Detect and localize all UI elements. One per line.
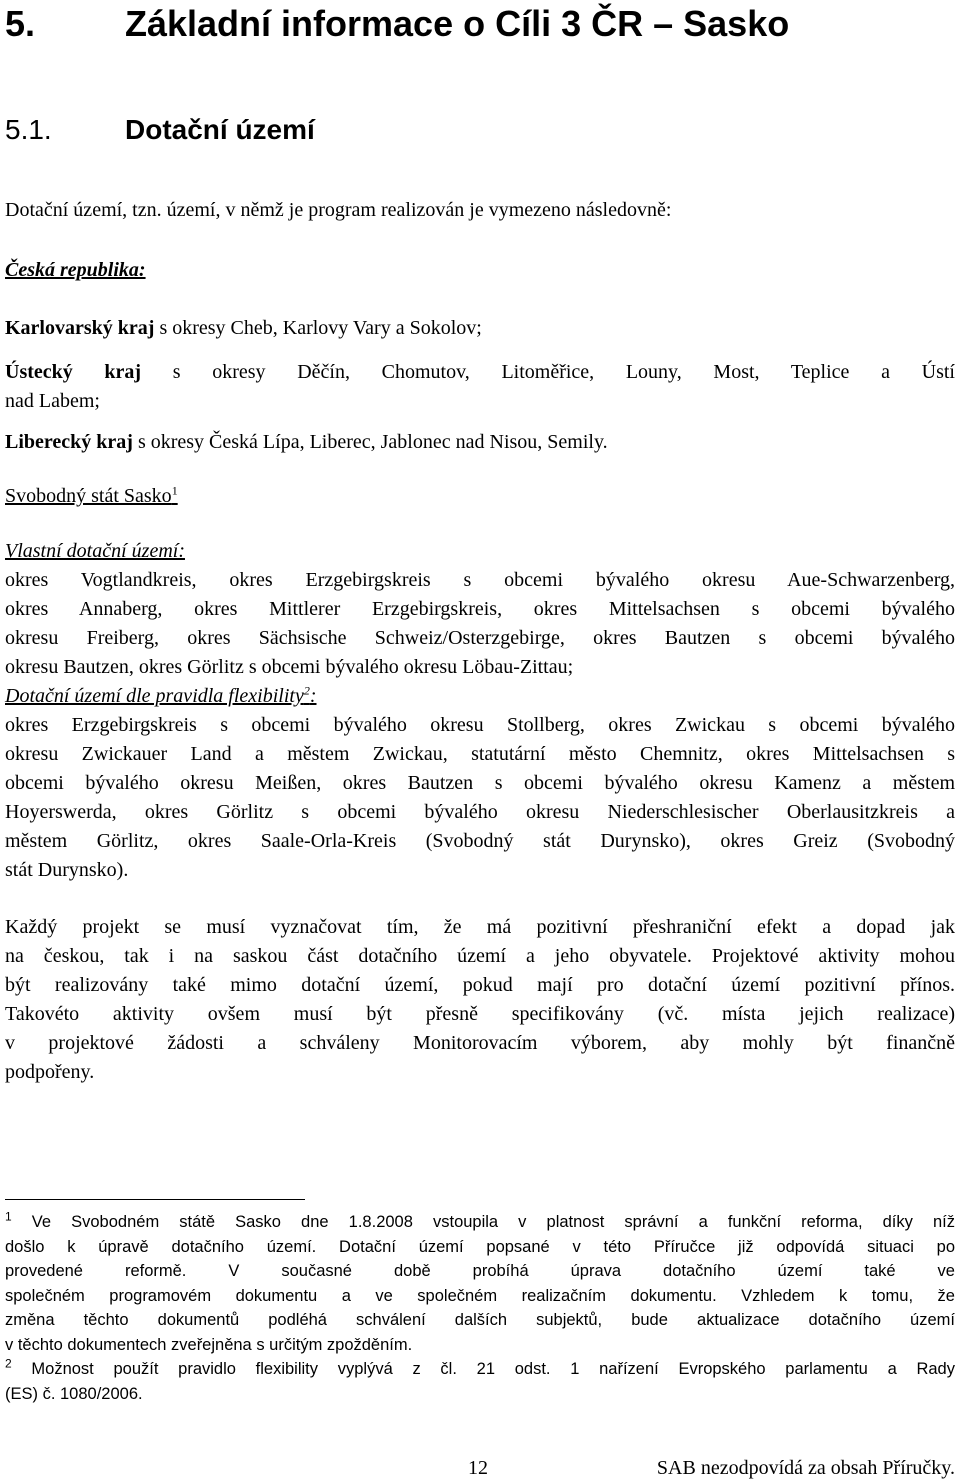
region-districts: s okresy Děčín, Chomutov, Litoměřice, Louny, Most, Teplice a Ústí (141, 361, 955, 383)
flex-territory-label-text: Dotační území dle pravidla flexibility (5, 685, 304, 707)
footnote-line (5, 1210, 955, 1235)
flex-territory-line: stát Durynsko). (5, 859, 129, 881)
document-page (5, 0, 955, 1480)
flex-territory-line: okresu Zwickauer Land a městem Zwickau, statutární město Chemnitz, okres Mittelsachsen s (5, 743, 955, 765)
flex-territory-line: obcemi bývalého okresu Meißen, okres Bautzen s obcemi bývalého okresu Kamenz a městem (5, 772, 955, 794)
flex-territory-label-link (5, 685, 317, 707)
flex-territory-line: okres Erzgebirgskreis s obcemi bývalého okresu Stollberg, okres Zwickau s obcemi bývalého (5, 714, 955, 736)
region-ustecky-cont: nad Labem; (5, 390, 100, 412)
own-territory-line: okres Vogtlandkreis, okres Erzgebirgskreis s obcemi bývalého okresu Aue-Schwarzenberg, (5, 569, 955, 591)
cz-heading-text: Česká republika: (5, 259, 146, 281)
footnote-ref-2[interactable]: 2 (303, 683, 310, 698)
footer-disclaimer: SAB nezodpovídá za obsah Příručky. (656, 1457, 955, 1479)
heading-number: 5. (5, 3, 36, 44)
footnote-line: v těchto dokumentech zveřejněna s určitým zpožděním. (5, 1336, 413, 1354)
footnote-line: společném programovém dokumentu a ve společném realizačním dokumentu. Vzhledem k tomu, že (5, 1287, 955, 1305)
footnote-mark: 1 (5, 1209, 12, 1224)
intro-paragraph: Dotační území, tzn. území, v němž je program realizován je vymezeno následovně: (5, 199, 672, 221)
cz-heading (5, 256, 955, 285)
own-territory-line: okres Annaberg, okres Mittlerer Erzgebirgskreis, okres Mittelsachsen s obcemi bývalého (5, 598, 955, 620)
footnote-separator (5, 1199, 305, 1200)
footnote-text: Možnost použít pravidlo flexibility vyplývá z čl. 21 odst. 1 nařízení Evropského parlamentu a Rady (11, 1360, 955, 1378)
project-line: být realizovány také mimo dotační území, pokud mají pro dotační území pozitivní přínos. (5, 974, 955, 996)
own-territory-line: okresu Freiberg, okres Sächsische Schweiz/Osterzgebirge, okres Bautzen s obcemi bývalého (5, 627, 955, 649)
project-line: Takovéto aktivity ovšem musí být přesně specifikovány (vč. místa jejich realizace) (5, 1003, 955, 1025)
footnote-line: došlo k úpravě dotačního území. Dotační území popsané v této Příručce již odpovídá situaci po (5, 1238, 955, 1256)
region-ustecky (5, 358, 955, 387)
footnote-line: provedené reformě. V současné době probíhá úprava dotačního území také ve (5, 1262, 955, 1280)
heading-level-2 (5, 112, 315, 148)
saxony-heading (5, 482, 955, 511)
region-districts: s okresy Cheb, Karlovy Vary a Sokolov; (154, 317, 482, 339)
region-karlovarsky (5, 314, 955, 343)
footnote-line: změna těchto dokumentů podléhá schválení dalších subjektů, bude aktualizace dotačního území (5, 1311, 955, 1329)
region-districts: s okresy Česká Lípa, Liberec, Jablonec nad Nisou, Semily. (132, 431, 608, 453)
region-name: Karlovarský kraj (5, 317, 155, 339)
flex-territory-line: Hoyerswerda, okres Görlitz s obcemi bývalého okresu Niederschlesischer Oberlausitzkreis a (5, 801, 955, 823)
heading-level-1 (5, 2, 789, 46)
own-territory-line: okresu Bautzen, okres Görlitz s obcemi bývalého okresu Löbau-Zittau; (5, 656, 574, 678)
footnote-line: (ES) č. 1080/2006. (5, 1385, 143, 1403)
region-name: Ústecký kraj (5, 361, 142, 383)
project-line: na českou, tak i na saskou část dotačního území a jeho obyvatele. Projektové aktivity mohou (5, 945, 955, 967)
own-territory-label (5, 537, 955, 566)
flex-territory-line: městem Görlitz, okres Saale-Orla-Kreis (Svobodný stát Durynsko), okres Greiz (Svobodný (5, 830, 955, 852)
footnote-line (5, 1357, 955, 1382)
project-line: Každý projekt se musí vyznačovat tím, že má pozitivní přeshraniční efekt a dopad jak (5, 916, 955, 938)
footnote-ref-1[interactable]: 1 (171, 483, 178, 498)
flex-territory-label (5, 682, 955, 711)
footnote-text: Ve Svobodném státě Sasko dne 1.8.2008 vstoupila v platnost správní a funkční reforma, díky níž (11, 1213, 955, 1231)
own-territory-label-text: Vlastní dotační území: (5, 540, 185, 562)
region-name: Liberecký kraj (5, 431, 133, 453)
saxony-heading-link (5, 485, 178, 507)
project-line: podpořeny. (5, 1061, 95, 1083)
heading-title: Základní informace o Cíli 3 ČR – Sasko (125, 3, 790, 44)
region-liberecky (5, 428, 955, 457)
saxony-heading-text: Svobodný stát Sasko (5, 485, 172, 507)
footnote-mark: 2 (5, 1356, 12, 1371)
flex-territory-colon: : (309, 685, 317, 707)
subheading-title: Dotační území (125, 114, 315, 145)
subheading-number: 5.1. (5, 114, 52, 145)
page-number: 12 (468, 1457, 488, 1479)
project-line: v projektové žádosti a schváleny Monitorovacím výborem, aby mohly být finančně (5, 1032, 955, 1054)
